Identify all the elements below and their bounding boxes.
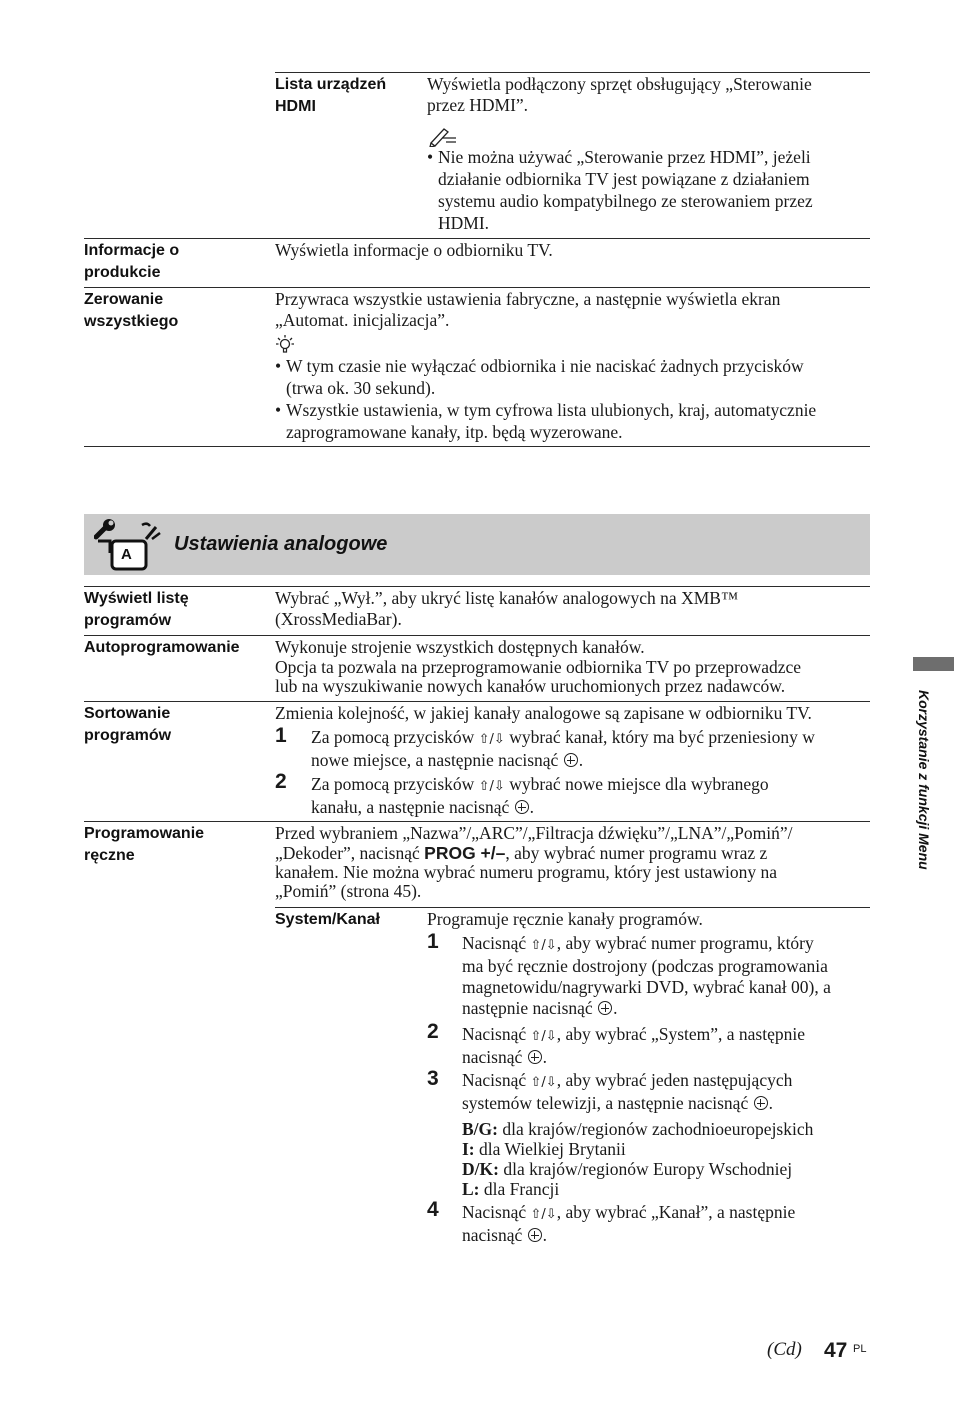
updown-arrows-icon: ⇧/⇩ [530, 1075, 557, 1090]
prog-button-label: PROG +/– [424, 843, 506, 863]
updown-arrows-icon: ⇧/⇩ [530, 1207, 557, 1222]
hint-bullet-reset: • Wszystkie ustawienia, w tym cyfrowa lista ulubionych, kraj, automatycznie zaprogramowane kanały, itp. będą wyzerowane. [275, 400, 817, 442]
enter-button-icon [754, 1096, 768, 1110]
page-number: 47 [824, 1339, 848, 1362]
system-step-4-text: Nacisnąć ⇧/⇩, aby wybrać „Kanał”, a następnie nacisnąć . [462, 1202, 796, 1245]
desc-product-info: Wyświetla informacje o odbiorniku TV. [275, 240, 553, 260]
enter-button-icon [515, 800, 529, 814]
note-bullet-hdmi: • Nie można używać „Sterowanie przez HDMI”, jeżeli działanie odbiornika TV jest powiązane z działaniem systemu audio kompatybilnego ze sterowaniem przez HDMI. [427, 147, 813, 233]
desc-system-channel: Programuje ręcznie kanały programów. [427, 909, 703, 929]
system-step-2-number: 2 [427, 1020, 439, 1043]
side-thumb-tab [913, 657, 954, 671]
term-manual-programming: Programowanie ręczne [84, 825, 205, 864]
page-lang: PL [853, 1343, 867, 1355]
enter-button-icon [598, 1001, 612, 1015]
system-step-1-text: Nacisnąć ⇧/⇩, aby wybrać numer programu, który ma być ręcznie dostrojony (podczas programowania magnetowidu/nagrywarki DVD, wybrać kanał 00), a następnie nacisnąć . [462, 933, 831, 1018]
enter-button-icon [528, 1228, 542, 1242]
hint-bullet-power: • W tym czasie nie wyłączać odbiornika i nie naciskać żadnych przycisków (trwa ok. 30 sekund). [275, 356, 804, 398]
desc-show-program-list: Wybrać „Wył.”, aby ukryć listę kanałów analogowych na XMB™ (XrossMediaBar). [275, 588, 739, 629]
updown-arrows-icon: ⇧/⇩ [478, 779, 505, 794]
sort-step-1-number: 1 [275, 724, 287, 747]
sort-step-2-text: Za pomocą przycisków ⇧/⇩ wybrać nowe miejsce dla wybranego kanału, a następnie nacisnąć . [311, 774, 769, 817]
side-chapter-label: Korzystanie z funkcji Menu [916, 690, 932, 870]
desc-autoprogramming: Wykonuje strojenie wszystkich dostępnych kanałów. Opcja ta pozwala na przeprogramowanie odbiornika TV po przeprowadzce lub na wyszukiwanie nowych kanałów uruchomionych przez nadawców. [275, 637, 802, 696]
pencil-note-icon [428, 125, 458, 147]
rule-info-top [84, 238, 870, 239]
tv-systems-list [462, 1119, 813, 1200]
tv-antenna-wrench-icon [94, 519, 164, 573]
term-show-program-list: Wyświetl listę programów [84, 590, 189, 629]
enter-button-icon [528, 1050, 542, 1064]
term-sort-programs: Sortowanie programów [84, 705, 172, 744]
updown-arrows-icon: ⇧/⇩ [478, 732, 505, 747]
rule-system-top [275, 907, 870, 908]
rule-reset-bottom [84, 446, 870, 447]
lightbulb-hint-icon [275, 333, 297, 355]
list-item: B/G: dla krajów/regionów zachodnioeuropejskich [462, 1119, 814, 1139]
rule-proglist-top [84, 586, 870, 587]
rule-sort-top [84, 701, 870, 702]
system-step-2-text: Nacisnąć ⇧/⇩, aby wybrać „System”, a następnie nacisnąć . [462, 1024, 806, 1067]
term-system-channel: System/Kanał [275, 911, 380, 928]
rule-reset-top [84, 287, 870, 288]
enter-button-icon [564, 753, 578, 767]
rule-hdmi-top [275, 72, 870, 73]
sort-step-2-number: 2 [275, 770, 287, 793]
rule-autoprog-top [84, 635, 870, 636]
continued-marker: (Cd) [767, 1339, 802, 1360]
updown-arrows-icon: ⇧/⇩ [530, 1029, 557, 1044]
desc-sort-programs: Zmienia kolejność, w jakiej kanały analogowe są zapisane w odbiorniku TV. [275, 703, 812, 723]
system-step-4-number: 4 [427, 1198, 439, 1221]
system-step-1-number: 1 [427, 930, 439, 953]
term-autoprogramming: Autoprogramowanie [84, 639, 240, 656]
list-item: L: dla Francji [462, 1179, 560, 1199]
term-product-info: Informacje o produkcie [84, 242, 180, 281]
list-item: I: dla Wielkiej Brytanii [462, 1139, 626, 1159]
rule-manual-top [84, 821, 870, 822]
updown-arrows-icon: ⇧/⇩ [530, 938, 557, 953]
desc-manual-programming: Przed wybraniem „Nazwa”/„ARC”/„Filtracja dźwięku”/„LNA”/„Pomiń”/ „Dekoder”, nacisnąć PROG +/–, aby wybrać numer programu wraz z kanałem. Nie można wybrać numeru programu, który jest ustawiony na „Pomiń” (strona 45). [275, 823, 793, 901]
term-reset-all: Zerowanie wszystkiego [84, 291, 179, 330]
term-hdmi-list: Lista urządzeń HDMI [275, 76, 387, 115]
list-item: D/K: dla krajów/regionów Europy Wschodniej [462, 1159, 793, 1179]
system-step-3-number: 3 [427, 1067, 439, 1090]
sort-step-1-text: Za pomocą przycisków ⇧/⇩ wybrać kanał, który ma być przeniesiony w nowe miejsce, a następnie nacisnąć . [311, 727, 815, 770]
desc-hdmi-list: Wyświetla podłączony sprzęt obsługujący „Sterowanie przez HDMI”. [427, 74, 812, 115]
desc-reset-all: Przywraca wszystkie ustawienia fabryczne, a następnie wyświetla ekran „Automat. inicjalizacja”. [275, 289, 781, 330]
system-step-3-text: Nacisnąć ⇧/⇩, aby wybrać jeden następujących systemów telewizji, a następnie nacisnąć . [462, 1070, 793, 1113]
tv-icon-letter: A [121, 546, 132, 563]
section-title: Ustawienia analogowe [174, 533, 388, 555]
